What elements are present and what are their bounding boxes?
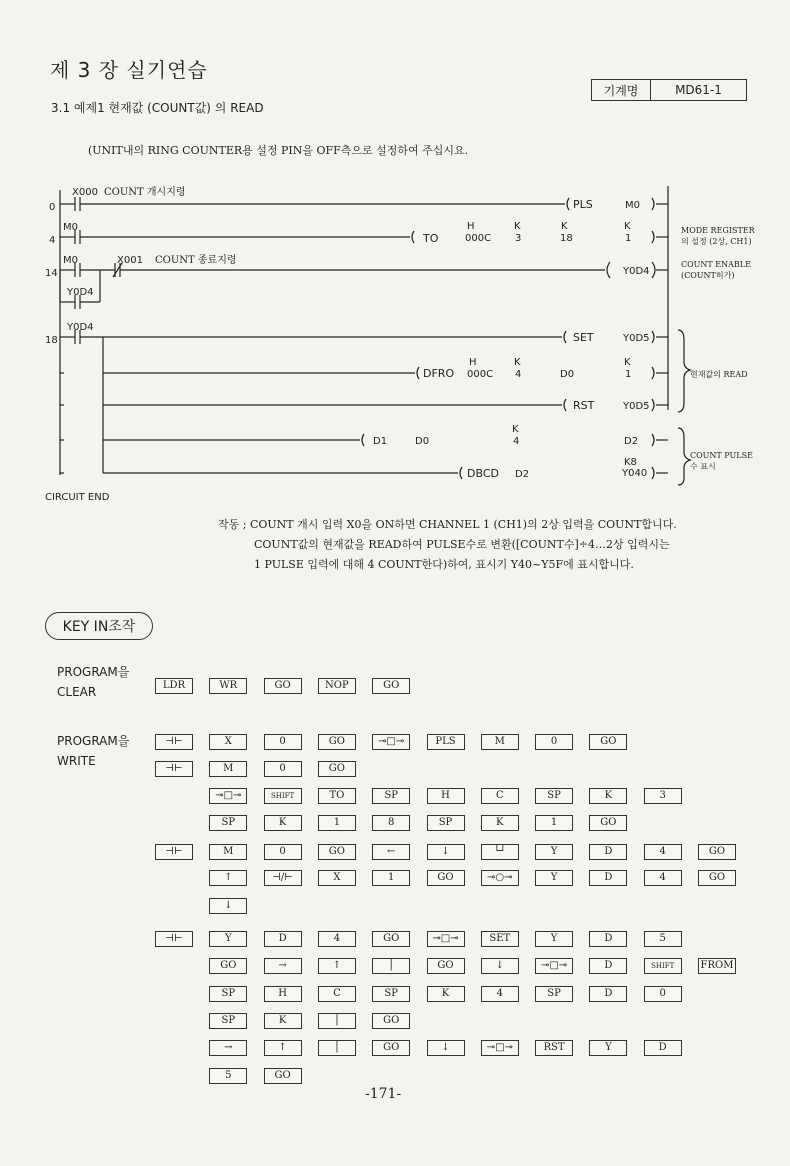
key-button: D <box>589 958 627 974</box>
operand-label: Y040 <box>622 468 648 479</box>
circuit-end-label: CIRCUIT END <box>45 492 110 503</box>
key-button: GO <box>427 958 465 974</box>
key-button: D <box>589 986 627 1002</box>
key-button: K <box>264 815 302 831</box>
operand-value: 3 <box>515 233 522 244</box>
key-button: 0 <box>535 734 573 750</box>
key-button: C <box>481 788 519 804</box>
key-button: FROM <box>698 958 736 974</box>
key-button: 0 <box>264 734 302 750</box>
key-button: D <box>264 931 302 947</box>
operand-prefix: K <box>561 221 568 232</box>
instr-label: RST <box>573 399 595 412</box>
key-button: GO <box>264 1068 302 1084</box>
key-button: SP <box>209 1013 247 1029</box>
instr-label: D1 <box>373 436 388 447</box>
key-button: ← <box>372 844 410 860</box>
key-button: SP <box>209 815 247 831</box>
key-button: │ <box>372 958 410 974</box>
description-line: 1 PULSE 입력에 대해 4 COUNT한다)하여, 표시기 Y40~Y5F에 표시합니다. <box>254 558 634 571</box>
chapter-title: 제 3 장 실기연습 <box>50 58 208 82</box>
key-button: M <box>481 734 519 750</box>
rung-step: 18 <box>45 335 58 346</box>
operand-label: D2 <box>515 469 530 480</box>
key-button: ↑ <box>209 870 247 886</box>
key-button: ⊣⊢ <box>155 734 193 750</box>
key-button: GO <box>318 844 356 860</box>
key-button: GO <box>372 931 410 947</box>
key-button: → <box>264 958 302 974</box>
key-button: C <box>318 986 356 1002</box>
key-button: ↑ <box>318 958 356 974</box>
key-button: GO <box>264 678 302 694</box>
operand-label: M0 <box>625 200 640 211</box>
operand-value: 4 <box>513 436 520 447</box>
key-button: NOP <box>318 678 356 694</box>
operand-label: D0 <box>415 436 430 447</box>
write-label: PROGRAM을 WRITE <box>57 734 130 768</box>
ladder-diagram <box>0 180 790 510</box>
key-button: SP <box>372 986 410 1002</box>
operand-prefix: H <box>467 221 475 232</box>
key-button: │ <box>318 1040 356 1056</box>
key-button: K <box>589 788 627 804</box>
operand-value: D0 <box>560 369 575 380</box>
key-button: ⊣⊢ <box>155 761 193 777</box>
key-button: X <box>209 734 247 750</box>
key-button: H <box>427 788 465 804</box>
contact-label: Y0D4 <box>67 287 94 298</box>
operand-value: 000C <box>467 369 494 380</box>
key-button: M <box>209 761 247 777</box>
instr-label: TO <box>423 232 439 245</box>
operand-prefix: K <box>514 221 521 232</box>
key-button: ⊣⊢ <box>155 931 193 947</box>
key-button: PLS <box>427 734 465 750</box>
key-button: D <box>589 931 627 947</box>
rung-comment: 수 표시 <box>690 462 716 471</box>
key-button: SP <box>209 986 247 1002</box>
operand-prefix: K <box>624 357 631 368</box>
key-button: GO <box>427 870 465 886</box>
key-button: D <box>589 870 627 886</box>
operand-prefix: K <box>624 221 631 232</box>
key-button: └┘ <box>481 844 519 860</box>
key-button: LDR <box>155 678 193 694</box>
operand-value: 000C <box>465 233 492 244</box>
key-button: GO <box>589 815 627 831</box>
key-button: TO <box>318 788 356 804</box>
key-button: ↑ <box>264 1040 302 1056</box>
operand-label: K8 <box>624 457 637 468</box>
key-button: GO <box>372 1013 410 1029</box>
description-line: COUNT값의 현재값을 READ하여 PULSE수로 변환([COUNT수]÷4…2상 입력시는 <box>254 538 670 551</box>
instr-label: SET <box>573 331 594 344</box>
key-button: RST <box>535 1040 573 1056</box>
description-line: 작동 ; COUNT 개시 입력 X0을 ON하면 CHANNEL 1 (CH1)의 2상 입력을 COUNT합니다. <box>218 518 677 531</box>
key-button: Y <box>589 1040 627 1056</box>
key-button: GO <box>318 761 356 777</box>
contact-comment: COUNT 종료지령 <box>155 255 237 266</box>
operand-value: 18 <box>560 233 573 244</box>
key-button: Y <box>209 931 247 947</box>
rung-comment: 현재값의 READ <box>690 370 748 379</box>
contact-comment: COUNT 개시지령 <box>104 187 186 198</box>
key-button: SHIFT <box>644 958 682 974</box>
coil-label: Y0D4 <box>623 266 650 277</box>
key-button: K <box>264 1013 302 1029</box>
operand-label: Y0D5 <box>623 333 650 344</box>
rung-step: 14 <box>45 268 58 279</box>
key-button: 4 <box>481 986 519 1002</box>
key-button: SET <box>481 931 519 947</box>
key-button: Y <box>535 931 573 947</box>
key-button: K <box>481 815 519 831</box>
key-button: H <box>264 986 302 1002</box>
key-button: ⊸□⊸ <box>209 788 247 804</box>
key-button: 3 <box>644 788 682 804</box>
rung-comment: MODE REGISTER <box>681 226 755 235</box>
key-button: D <box>644 1040 682 1056</box>
key-button: 1 <box>318 815 356 831</box>
clear-label: PROGRAM을 CLEAR <box>57 665 130 699</box>
rung-comment: 의 설정 (2상, CH1) <box>681 237 752 246</box>
key-button: ⊸○⊸ <box>481 870 519 886</box>
key-button: 4 <box>644 844 682 860</box>
contact-label: X000 <box>72 187 98 198</box>
key-button: X <box>318 870 356 886</box>
operand-value: 4 <box>515 369 522 380</box>
key-button: 5 <box>644 931 682 947</box>
operand-prefix: H <box>469 357 477 368</box>
key-button: 5 <box>209 1068 247 1084</box>
key-button: GO <box>372 678 410 694</box>
key-button: SP <box>535 986 573 1002</box>
key-button: 8 <box>372 815 410 831</box>
rung-comment: COUNT PULSE <box>690 451 753 460</box>
model-value: MD61-1 <box>675 83 722 97</box>
operand-label: D2 <box>624 436 639 447</box>
key-button: │ <box>318 1013 356 1029</box>
key-button: 0 <box>264 761 302 777</box>
model-label: 기계명 <box>592 80 651 100</box>
rung-comment: (COUNT허가) <box>681 271 735 280</box>
key-button: ⊸□⊸ <box>427 931 465 947</box>
key-button: ⊸□⊸ <box>481 1040 519 1056</box>
key-button: SP <box>427 815 465 831</box>
key-button: 1 <box>535 815 573 831</box>
key-button: 0 <box>644 986 682 1002</box>
instr-label: DBCD <box>467 467 499 480</box>
contact-label: M0 <box>63 255 78 266</box>
page-number: -171- <box>365 1086 402 1102</box>
key-button: D <box>589 844 627 860</box>
key-button: SHIFT <box>264 788 302 804</box>
section-title: 3.1 예제1 현재값 (COUNT값) 의 READ <box>51 101 264 115</box>
rung-step: 4 <box>49 235 56 246</box>
key-button: 4 <box>644 870 682 886</box>
key-button: SP <box>372 788 410 804</box>
instr-label: DFRO <box>423 367 455 380</box>
key-button: 4 <box>318 931 356 947</box>
key-button: GO <box>209 958 247 974</box>
key-button: ⊸□⊸ <box>372 734 410 750</box>
key-button: WR <box>209 678 247 694</box>
key-button: GO <box>698 870 736 886</box>
operand-label: Y0D5 <box>623 401 650 412</box>
key-button: GO <box>589 734 627 750</box>
operand-value: 1 <box>625 233 632 244</box>
instr-label: PLS <box>573 198 593 211</box>
key-button: K <box>427 986 465 1002</box>
key-button: ⊣⊢ <box>155 844 193 860</box>
key-button: ↓ <box>209 898 247 914</box>
key-button: M <box>209 844 247 860</box>
setup-note: (UNIT내의 RING COUNTER용 설정 PIN을 OFF측으로 설정하여 주십시요. <box>88 144 469 157</box>
contact-label: X001 <box>117 255 143 266</box>
keyin-label: KEY IN조작 <box>45 612 153 640</box>
key-button: → <box>209 1040 247 1056</box>
operand-prefix: K <box>512 424 519 435</box>
key-button: GO <box>318 734 356 750</box>
key-button: ⊣/⊢ <box>264 870 302 886</box>
key-button: ⊸□⊸ <box>535 958 573 974</box>
key-button: GO <box>698 844 736 860</box>
key-button: ↓ <box>481 958 519 974</box>
key-button: Y <box>535 870 573 886</box>
operand-prefix: K <box>514 357 521 368</box>
contact-label: M0 <box>63 222 78 233</box>
operand-value: 1 <box>625 369 632 380</box>
key-button: GO <box>372 1040 410 1056</box>
contact-label: Y0D4 <box>67 322 94 333</box>
rung-step: 0 <box>49 202 56 213</box>
key-button: ↓ <box>427 1040 465 1056</box>
key-button: 1 <box>372 870 410 886</box>
key-button: SP <box>535 788 573 804</box>
key-button: ↓ <box>427 844 465 860</box>
rung-comment: COUNT ENABLE <box>681 260 751 269</box>
model-box <box>591 79 747 101</box>
key-button: Y <box>535 844 573 860</box>
key-button: 0 <box>264 844 302 860</box>
